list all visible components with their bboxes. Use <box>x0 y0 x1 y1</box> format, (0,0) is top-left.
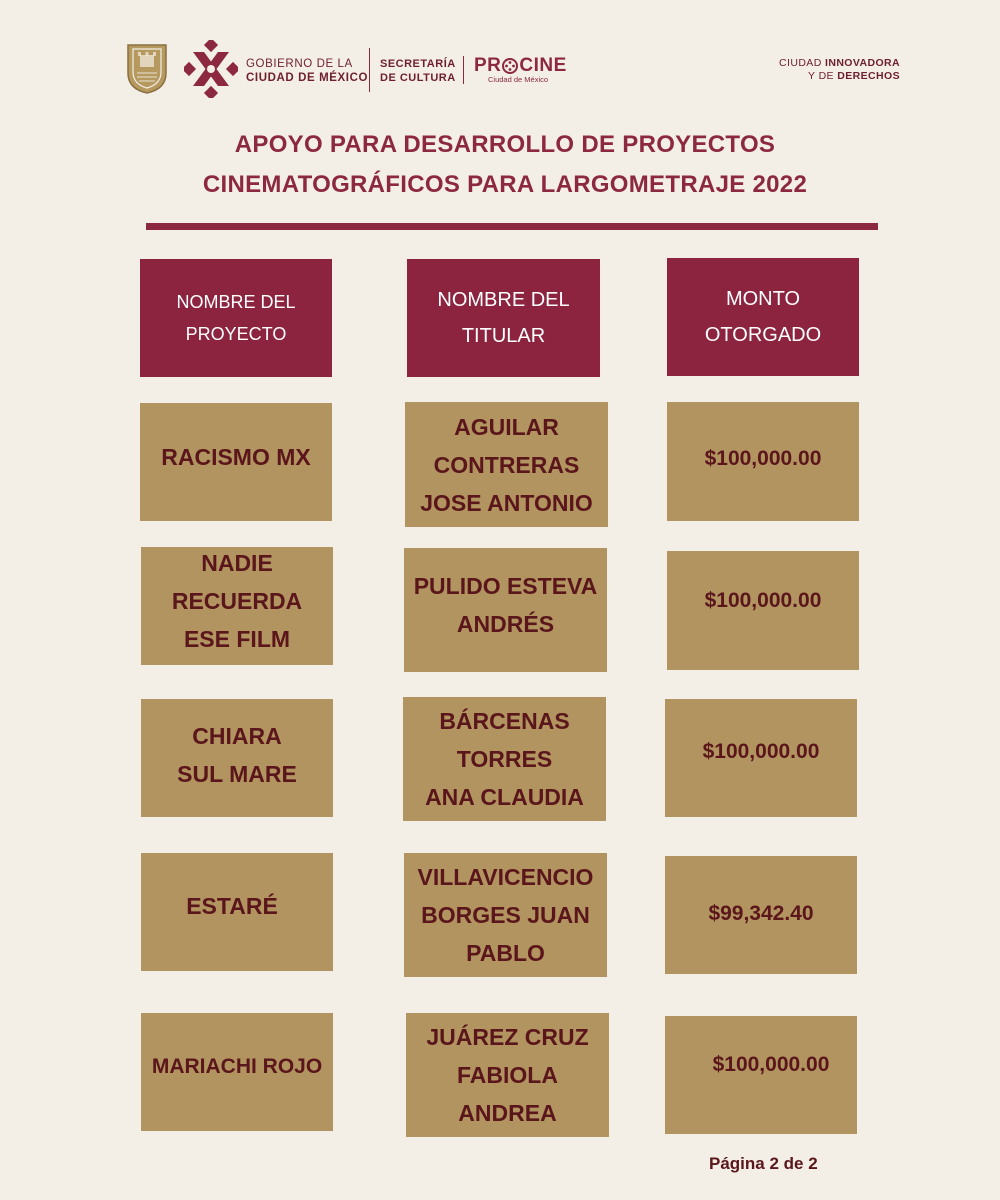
column-header-holder <box>407 259 600 377</box>
project-name-line: MARIACHI ROJO <box>151 1055 323 1078</box>
holder-name-line: ANA CLAUDIA <box>425 784 584 810</box>
slogan-2b: DERECHOS <box>837 70 900 82</box>
holder-cell <box>405 402 608 527</box>
holder-cell <box>404 548 607 672</box>
project-name-line: ESE FILM <box>183 626 291 652</box>
amount-value: $100,000.00 <box>704 446 822 470</box>
header-divider <box>369 48 370 92</box>
project-cell <box>141 1013 333 1131</box>
amount-cell <box>665 856 857 974</box>
slogan-1a: CIUDAD <box>779 57 826 69</box>
holder-name-line: CONTRERAS <box>433 451 580 478</box>
city-slogan <box>779 57 900 83</box>
holder-name-line: PULIDO ESTEVA <box>413 573 598 599</box>
holder-name-line: BORGES JUAN <box>421 902 590 928</box>
procine-logo <box>474 55 567 84</box>
holder-name-line: AGUILAR <box>454 413 559 440</box>
holder-name-line: JOSE ANTONIO <box>420 489 593 516</box>
title-line-2: CINEMATOGRÁFICOS PARA LARGOMETRAJE 2022 <box>202 171 808 198</box>
page-number: Página 2 de 2 <box>709 1154 818 1173</box>
holder-name-line: VILLAVICENCIO <box>417 864 594 890</box>
column-header-project <box>140 259 332 377</box>
sec-line-2: DE CULTURA <box>380 72 456 84</box>
header-divider <box>463 56 464 84</box>
amount-cell <box>667 402 859 521</box>
column-header-line: TITULAR <box>461 325 546 347</box>
holder-name-line: JUÁREZ CRUZ <box>426 1024 589 1050</box>
holder-cell <box>403 697 606 821</box>
holder-name-line: PABLO <box>466 940 545 966</box>
holder-name-line: TORRES <box>456 746 553 772</box>
project-cell <box>141 699 333 817</box>
project-name-line: CHIARA <box>192 723 282 749</box>
column-header-line: PROYECTO <box>185 324 287 344</box>
government-name <box>246 57 368 85</box>
procine-prefix: PR <box>474 55 502 76</box>
project-cell <box>141 853 333 971</box>
sec-line-1: SECRETARÍA <box>380 58 456 70</box>
page-header <box>0 40 1000 100</box>
column-header-line: NOMBRE DEL <box>437 289 570 311</box>
amount-value: $99,342.40 <box>708 902 814 925</box>
cdmx-emblem-icon <box>184 40 238 98</box>
column-header-line: NOMBRE DEL <box>176 292 296 312</box>
secretariat-name <box>380 57 456 85</box>
cdmx-shield-logo <box>125 43 169 95</box>
amount-cell <box>667 551 859 670</box>
procine-subtitle: Ciudad de México <box>488 75 549 84</box>
holder-name-line: FABIOLA <box>457 1062 558 1088</box>
amount-value: $100,000.00 <box>702 740 820 763</box>
project-name-line: RACISMO MX <box>161 444 311 470</box>
amount-value: $100,000.00 <box>704 588 822 612</box>
slogan-2a: Y DE <box>808 70 838 82</box>
film-reel-icon <box>502 58 518 74</box>
project-name-line: RECUERDA <box>171 588 303 614</box>
project-name-line: SUL MARE <box>177 761 297 787</box>
project-name-line: ESTARÉ <box>186 893 278 919</box>
holder-cell <box>406 1013 609 1137</box>
amount-value: $100,000.00 <box>712 1053 830 1076</box>
column-header-amount <box>667 258 859 376</box>
holder-name-line: ANDRÉS <box>456 611 555 637</box>
page-title <box>0 125 1000 205</box>
holder-cell <box>404 853 607 977</box>
column-header-line: OTORGADO <box>704 324 822 346</box>
title-line-1: APOYO PARA DESARROLLO DE PROYECTOS <box>234 131 776 158</box>
title-divider <box>146 223 878 230</box>
holder-name-line: ANDREA <box>458 1100 557 1126</box>
project-cell <box>141 547 333 665</box>
project-name-line: NADIE <box>201 550 273 576</box>
project-cell <box>140 403 332 521</box>
amount-cell <box>665 699 857 817</box>
procine-suffix: CINE <box>519 55 567 76</box>
slogan-1b: INNOVADORA <box>825 57 900 69</box>
column-header-line: MONTO <box>725 288 801 310</box>
holder-name-line: BÁRCENAS <box>439 708 570 734</box>
gov-line-1: GOBIERNO DE LA <box>246 58 353 70</box>
gov-line-2: CIUDAD DE MÉXICO <box>246 72 369 84</box>
amount-cell <box>665 1016 857 1134</box>
